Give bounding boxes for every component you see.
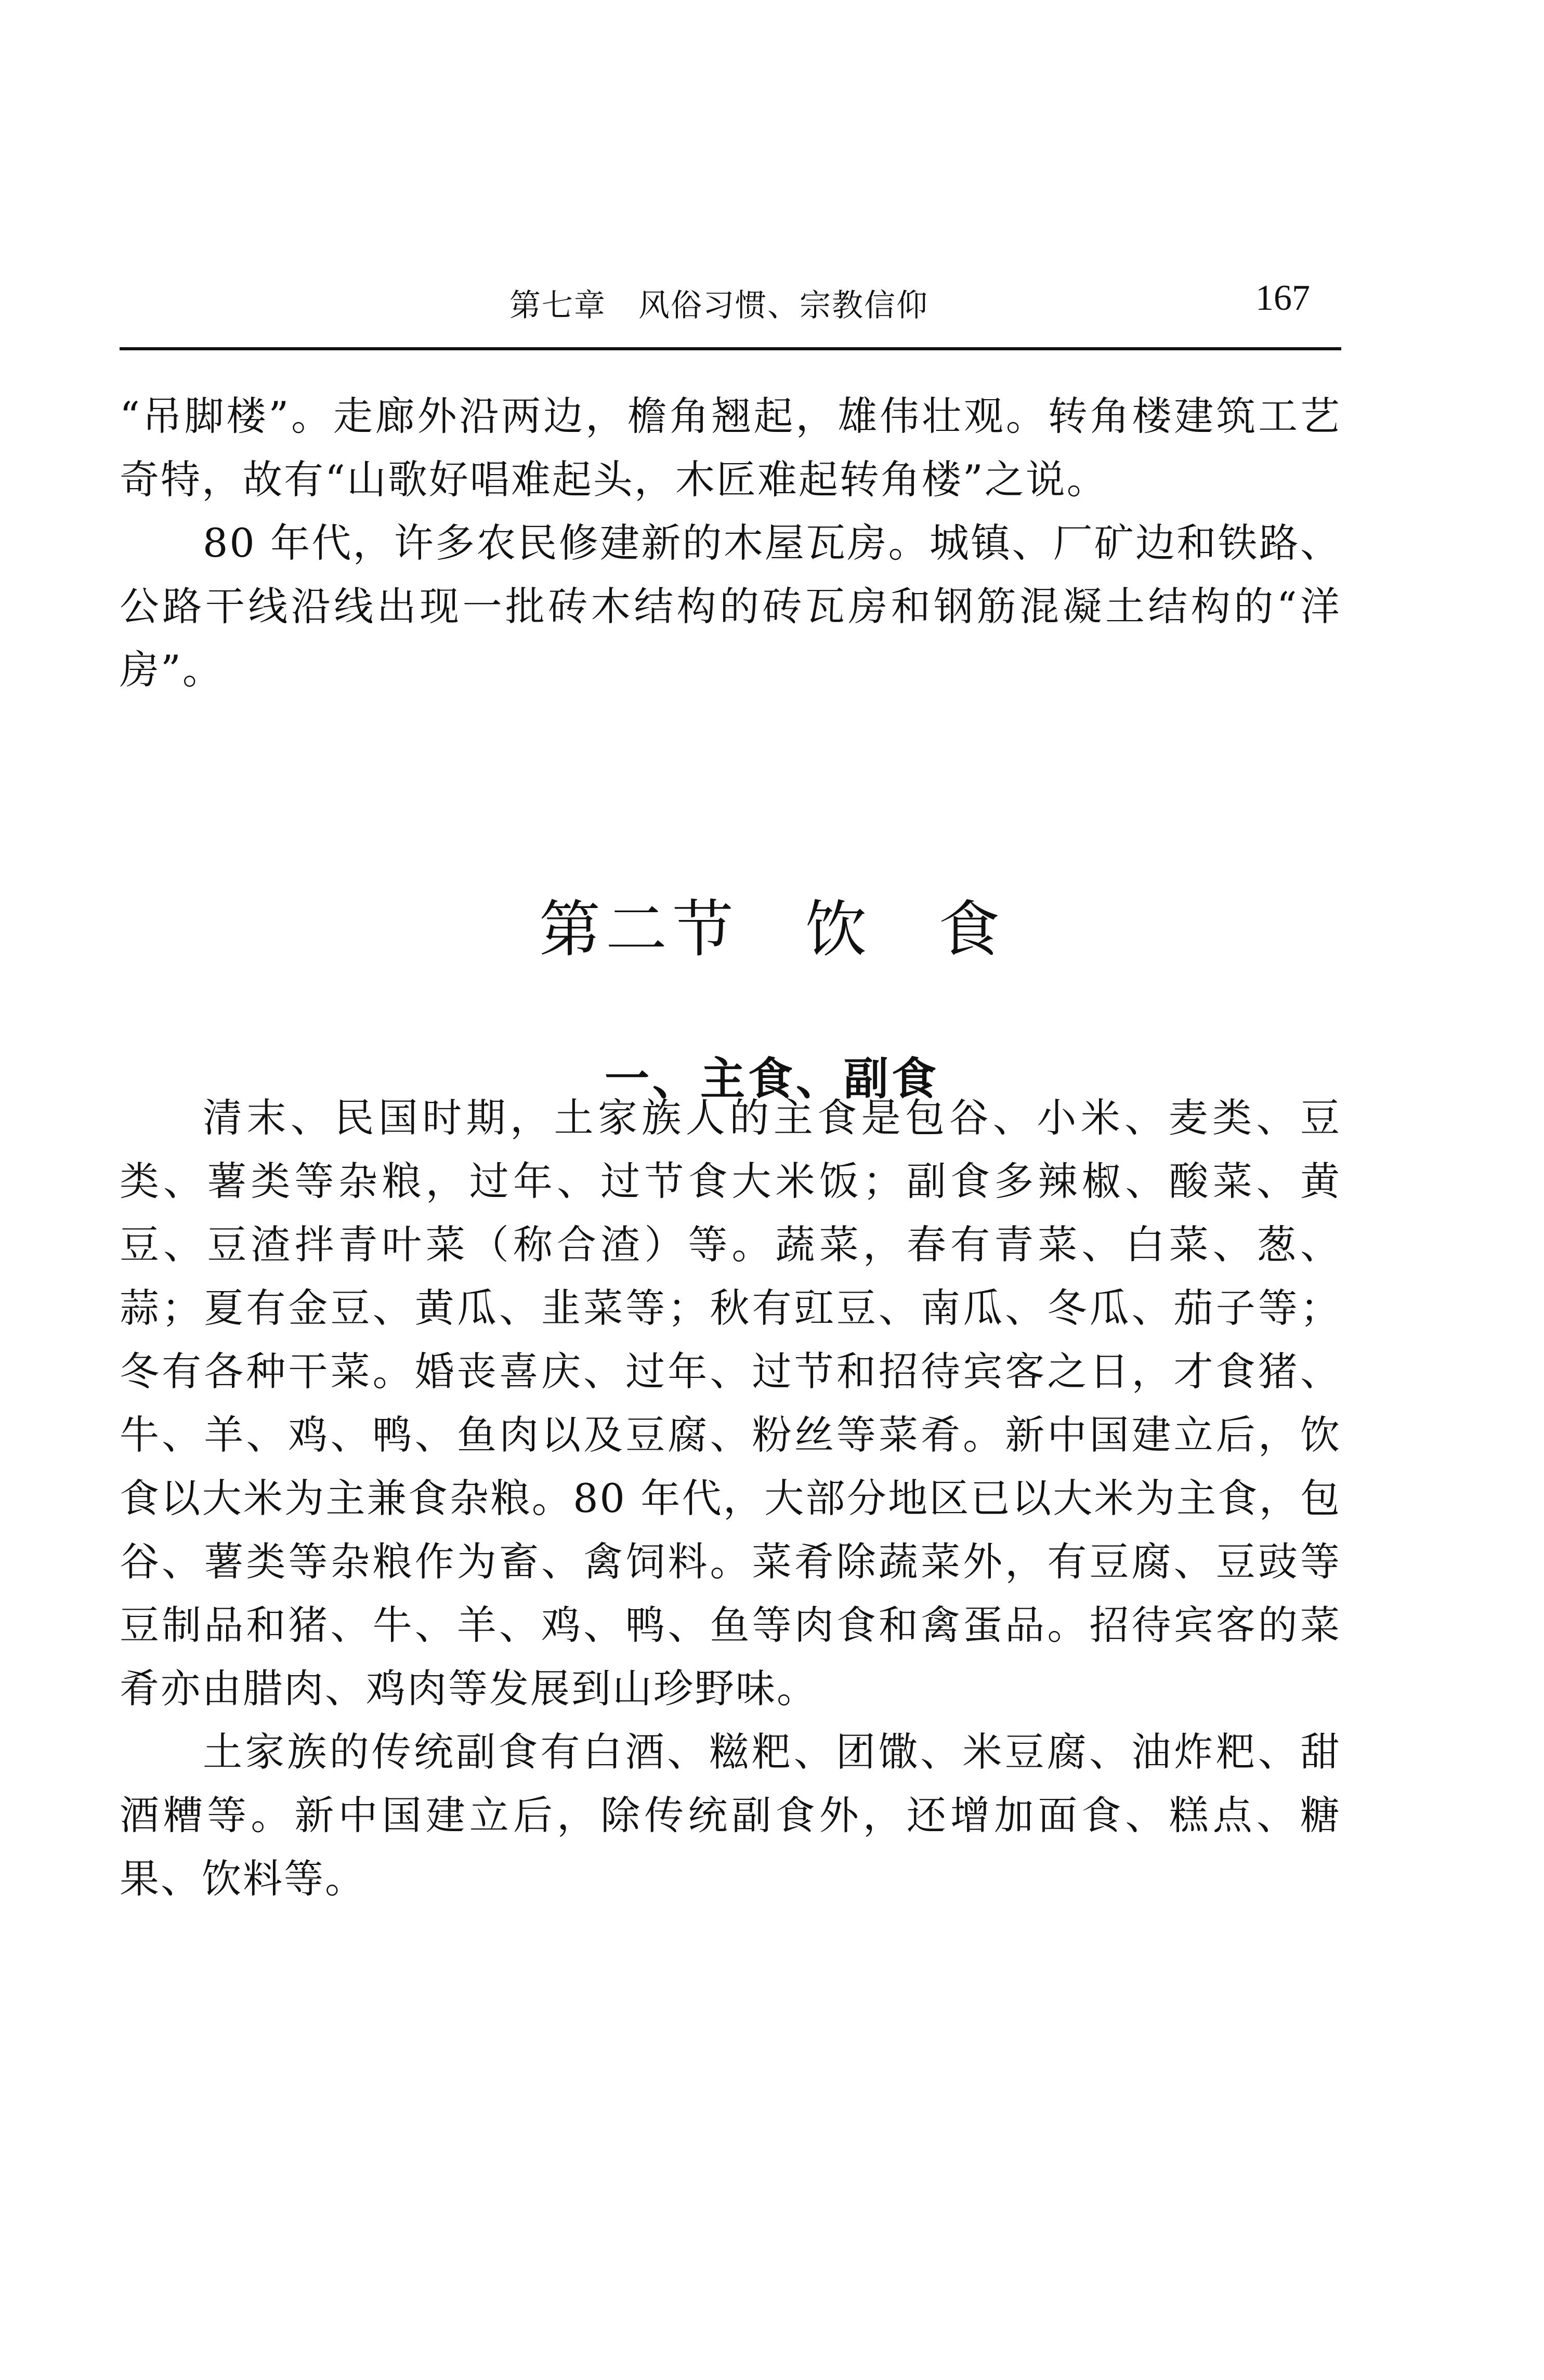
running-header-title: 第七章 风俗习惯、宗教信仰 bbox=[509, 287, 928, 324]
subsection-title: 一、主食、副食 bbox=[605, 1053, 939, 1105]
page-header bbox=[120, 275, 1341, 327]
header-rule bbox=[120, 347, 1341, 350]
body-text-top bbox=[120, 385, 1341, 702]
paragraph-traditional-side-food: 土家族的传统副食有白酒、糍粑、团馓、米豆腐、油炸粑、甜酒糟等。新中国建立后，除传统副食外，还增加面食、糕点、糖果、饮料等。 bbox=[120, 1729, 1341, 1902]
paragraph-80s-housing: 80 年代，许多农民修建新的木屋瓦房。城镇、厂矿边和铁路、公路干线沿线出现一批砖木结构的砖瓦房和钢筋混凝土结构的“洋房”。 bbox=[120, 520, 1341, 693]
page-number: 167 bbox=[1255, 278, 1310, 318]
paragraph-staple-food: 清末、民国时期，土家族人的主食是包谷、小米、麦类、豆类、薯类等杂粮，过年、过节食大米饭；副食多辣椒、酸菜、黄豆、豆渣拌青叶菜（称合渣）等。蔬菜，春有青菜、白菜、葱、蒜；夏有金豆、黄瓜、韭菜等；秋有豇豆、南瓜、冬瓜、茄子等；冬有各种干菜。婚丧喜庆、过年、过节和招待宾客之日，才食猪、牛、羊、鸡、鸭、鱼肉以及豆腐、粉丝等菜肴。新中国建立后，饮食以大米为主兼食杂粮。80 年代，大部分地区已以大米为主食，包谷、薯类等杂粮作为畜、禽饲料。菜肴除蔬菜外，有豆腐、豆豉等豆制品和猪、牛、羊、鸡、鸭、鱼等肉食和禽蛋品。招待宾客的菜肴亦由腊肉、鸡肉等发展到山珍野味。 bbox=[120, 1095, 1341, 1712]
body-text-food bbox=[120, 1086, 1341, 1911]
paragraph-diaojiaolou: “吊脚楼”。走廊外沿两边，檐角翘起，雄伟壮观。转角楼建筑工艺奇特，故有“山歌好唱难起头，木匠难起转角楼”之说。 bbox=[120, 393, 1341, 503]
section-title: 第二节 饮 食 bbox=[539, 893, 1005, 965]
